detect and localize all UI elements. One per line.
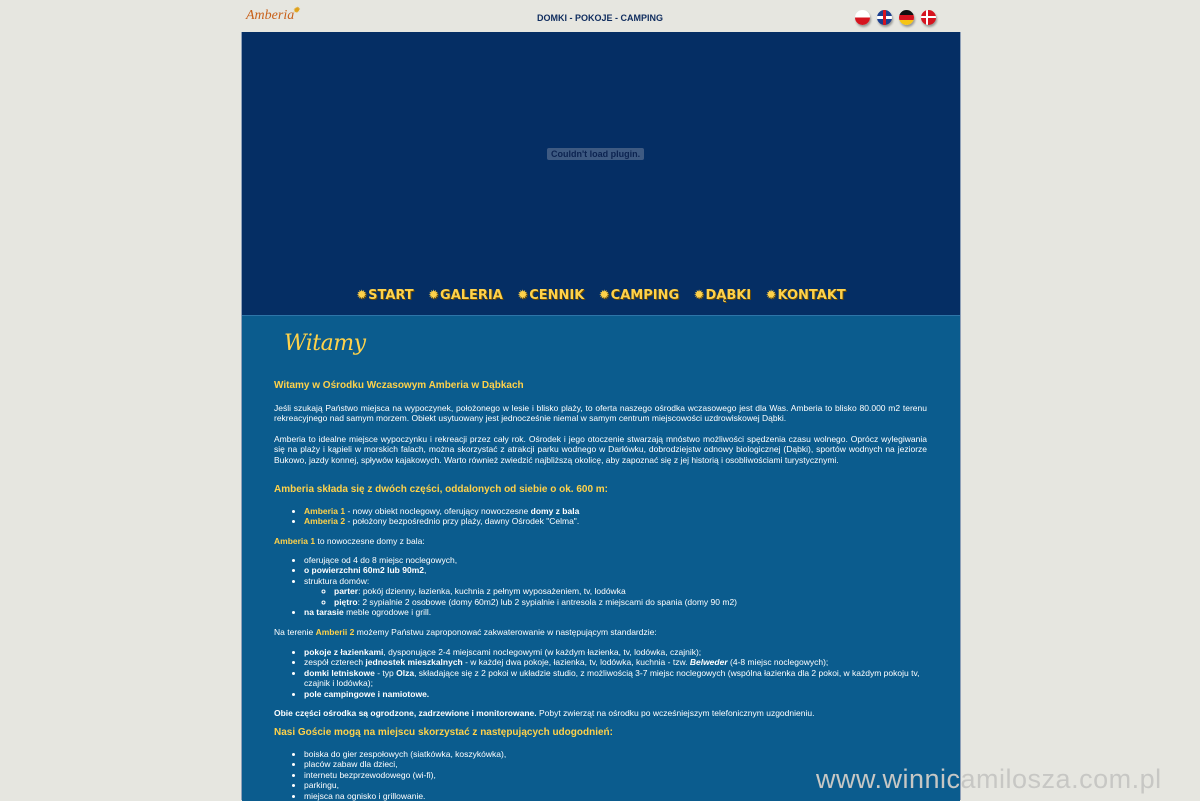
- list-item: • parkingu,: [304, 780, 927, 790]
- amenities-heading: Nasi Goście mogą na miejscu skorzystać z następujących udogodnień:: [274, 727, 613, 738]
- menu-item-label: GALERIA: [440, 288, 503, 303]
- flag-en-icon[interactable]: [877, 10, 892, 25]
- language-flags: [855, 10, 943, 28]
- menu-item-label: CENNIK: [529, 288, 585, 303]
- rooms-label: pokoje z łazienkami: [304, 647, 384, 657]
- floor-label: piętro: [334, 596, 358, 607]
- welcome-heading: Witamy: [284, 331, 366, 356]
- list-item: [304, 647, 927, 657]
- units-label: jednostek mieszkalnych: [365, 657, 463, 668]
- list-item: [304, 689, 927, 699]
- terrace-text: meble ogrodowe i grill.: [343, 607, 432, 618]
- list-item: [304, 506, 927, 516]
- menu-item-kontakt[interactable]: [766, 288, 846, 303]
- list-item: [334, 586, 927, 596]
- menu-item-label: KONTAKT: [777, 288, 846, 303]
- flag-de-icon[interactable]: [899, 10, 914, 25]
- main-menu: [242, 286, 960, 304]
- part-text: - nowy obiekt noclegowy, oferujący nowoczesne: [345, 506, 531, 516]
- fence-text: Pobyt zwierząt na ośrodku po wcześniejszym telefonicznym uzgodnieniu.: [536, 708, 815, 718]
- amberia1-list: [274, 555, 927, 617]
- structure-sublist: [304, 586, 927, 607]
- list-item: [334, 597, 927, 607]
- amberia2-intro: [274, 627, 927, 637]
- amberia1-intro-text: to nowoczesne domy z bala:: [315, 536, 425, 546]
- sun-icon: ✹: [292, 5, 300, 15]
- list-item: • miejsca na ognisko i grillowanie.: [304, 791, 927, 801]
- sun-icon: ✹: [693, 288, 705, 303]
- menu-item-dabki[interactable]: [694, 288, 752, 303]
- floor-text: : pokój dzienny, łazienka, kuchnia z pełnym wyposażeniem, tv, lodówka: [358, 586, 626, 597]
- main-content: [242, 315, 960, 801]
- part-name: Amberia 1: [304, 506, 346, 516]
- list-item: • internetu bezprzewodowego (wi-fi),: [304, 770, 927, 780]
- menu-item-start[interactable]: [356, 288, 413, 303]
- list-item: [304, 607, 927, 617]
- description-paragraph: Amberia to idealne miejsce wypoczynku i rekreacji przez cały rok. Ośrodek i jego otoczenie stwarzają mnóstwo możliwości spędzenia czasu wolnego. Oprócz wylegiwania się na plaży i kąpieli w morskich falach, można skorzystać z atrakcji parku wodnego w Darłówku, dobrodziejstw odnowy biologicznej (Dąbki), sportów wodnych na jeziorze Bukowo, jazdy konnej, spływów kajakowych. Warto również zwiedzić najbliższą okolicę, aby zapoznać się z jej historią i osobliwościami turystycznymi.: [274, 434, 927, 465]
- menu-item-label: CAMPING: [610, 288, 680, 303]
- flash-banner: [242, 32, 960, 315]
- units-text: - w każdej dwa pokoje, łazienka, tv, lodówka, kuchnia - tzw.: [462, 657, 690, 668]
- parts-heading: Amberia składa się z dwóch części, oddalonych od siebie o ok. 600 m:: [274, 484, 608, 495]
- list-item: [304, 668, 927, 689]
- fence-paragraph: [274, 708, 927, 718]
- rooms-text: , dysponujące 2-4 miejscami noclegowymi (w każdym łazienka, tv, lodówka, czajnik);: [383, 647, 702, 657]
- list-item: • placów zabaw dla dzieci,: [304, 759, 927, 769]
- sun-icon: ✹: [765, 288, 777, 303]
- sun-icon: ✹: [517, 288, 529, 303]
- menu-item-label: DĄBKI: [705, 288, 752, 303]
- flag-pl-icon[interactable]: [855, 10, 870, 25]
- structure-label: struktura domów:: [304, 575, 370, 586]
- menu-item-label: START: [368, 288, 414, 303]
- list-item: • oferujące od 4 do 8 miejsc noclegowych,: [304, 555, 927, 565]
- sun-icon: ✹: [598, 288, 610, 303]
- area-tail: ,: [423, 565, 427, 576]
- top-nav-text[interactable]: DOMKI - POKOJE - CAMPING: [536, 13, 663, 23]
- floor-label: parter: [334, 586, 359, 597]
- page-title: Witamy w Ośrodku Wczasowym Amberia w Dąbkach: [274, 380, 524, 391]
- cottages-label: domki letniskowe: [304, 667, 375, 678]
- watermark: www.winnicamilosza.com.pl: [816, 764, 1162, 794]
- menu-item-galeria[interactable]: [428, 288, 503, 303]
- camping-label: pole campingowe i namiotowe.: [304, 688, 430, 699]
- amberia2-post: możemy Państwu zaproponować zakwaterowanie w następującym standardzie:: [354, 627, 657, 637]
- cottages-text: , składające się z 2 pokoi w układzie studio, z możliwością 3-7 miejsc noclegowych (wspólna łazienka dla 2 pokoi, w każdym pokoju tv, czajnik i lodówka);: [304, 667, 920, 689]
- page-frame: [241, 32, 961, 800]
- logo-text: Amberia: [246, 8, 295, 23]
- plugin-error-message: Couldn't load plugin.: [547, 148, 644, 160]
- part-text: - położony bezpośrednio przy plaży, dawny Ośrodek "Celma".: [345, 516, 580, 527]
- amberia2-pre: Na terenie: [274, 627, 316, 637]
- intro-paragraph: Jeśli szukają Państwo miejsca na wypoczynek, położonego w lesie i blisko plaży, to oferta naszego ośrodka wczasowego jest dla Was. Amberia to blisko 80.000 m2 terenu rekreacyjnego nad samym morzem. Obiekt usytuowany jest jednocześnie niemal w samym centrum miejscowości uzdrowiskowej Dąbki.: [274, 403, 927, 424]
- belweder-label: Belweder: [689, 657, 728, 668]
- amberia2-list: [274, 647, 927, 699]
- parts-list: [274, 506, 927, 527]
- list-item: [304, 576, 927, 607]
- list-item: [304, 565, 927, 575]
- fence-bold: Obie części ośrodka są ogrodzone, zadrzewione i monitorowane.: [274, 708, 537, 718]
- cottages-type: - typ: [374, 667, 397, 678]
- list-item: • boiska do gier zespołowych (siatkówka, koszykówka),: [304, 749, 927, 759]
- menu-item-camping[interactable]: [599, 288, 679, 303]
- olza-label: Olza: [396, 667, 415, 678]
- menu-item-cennik[interactable]: [517, 288, 584, 303]
- terrace-label: na tarasie: [304, 607, 344, 618]
- part-name: Amberia 2: [304, 516, 346, 527]
- list-item: [304, 516, 927, 526]
- amberia2-name: Amberii 2: [315, 627, 355, 637]
- sun-icon: ✹: [356, 288, 368, 303]
- area-text: o powierzchni 60m2 lub 90m2: [304, 565, 424, 576]
- top-bar: [0, 0, 1200, 32]
- list-item: [304, 657, 927, 667]
- units-tail: (4-8 miejsc noclegowych);: [727, 657, 829, 668]
- floor-text: : 2 sypialnie 2 osobowe (domy 60m2) lub 2 sypialnie i antresola z miejscami do spania (domy 90 m2): [357, 596, 737, 607]
- amberia1-intro: [274, 536, 927, 546]
- amberia1-name: Amberia 1: [274, 536, 316, 546]
- part-bold: domy z bala: [530, 506, 580, 516]
- sun-icon: ✹: [428, 288, 440, 303]
- units-pre: zespół czterech: [304, 657, 366, 668]
- flag-dk-icon[interactable]: [921, 10, 936, 25]
